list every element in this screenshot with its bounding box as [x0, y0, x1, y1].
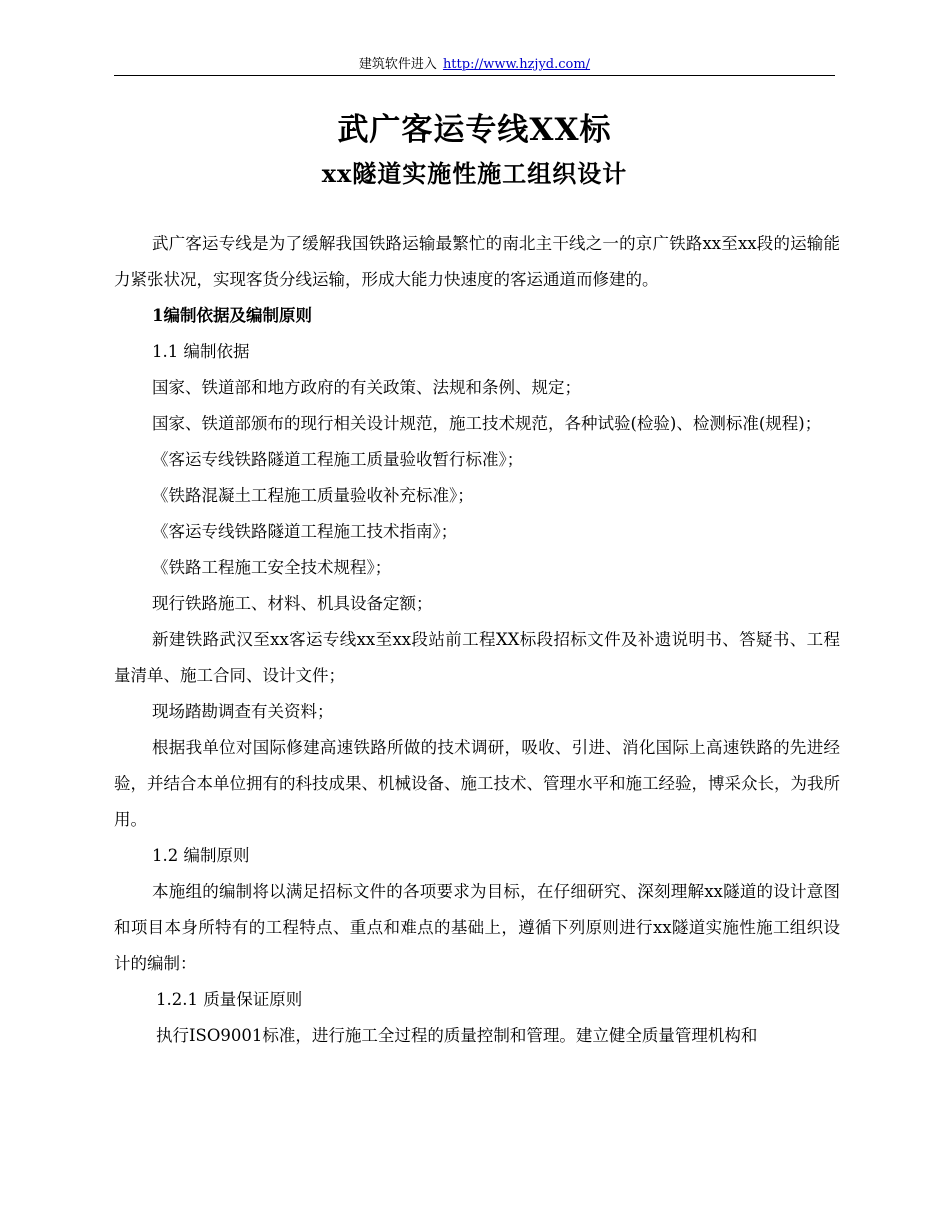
section-heading-1-1: 1.1 编制依据	[152, 342, 250, 361]
page-header	[114, 56, 835, 74]
list-item: 新建铁路武汉至xx客运专线xx至xx段站前工程XX标段招标文件及补遗说明书、答疑书、工程量清单、施工合同、设计文件；	[114, 630, 840, 685]
document-subtitle: xx隧道实施性施工组织设计	[321, 159, 628, 188]
list-item: 根据我单位对国际修建高速铁路所做的技术调研，吸收、引进、消化国际上高速铁路的先进经验，并结合本单位拥有的科技成果、机械设备、施工技术、管理水平和施工经验，博采众长，为我所用。	[114, 738, 840, 829]
list-item: 《客运专线铁路隧道工程施工技术指南》；	[152, 522, 458, 541]
paragraph: 本施组的编制将以满足招标文件的各项要求为目标，在仔细研究、深刻理解xx隧道的设计意图和项目本身所特有的工程特点、重点和难点的基础上，遵循下列原则进行xx隧道实施性施工组织设计的编制：	[114, 882, 840, 973]
list-item: 现行铁路施工、材料、机具设备定额；	[152, 594, 433, 613]
document-title: 武广客运专线XX标	[337, 112, 612, 148]
section-heading-1: 1编制依据及编制原则	[152, 306, 312, 325]
list-item: 《铁路工程施工安全技术规程》；	[152, 558, 392, 577]
section-heading-1-2-1: 1.2.1 质量保证原则	[156, 990, 303, 1009]
document-body	[114, 226, 840, 1054]
section-heading-1-2: 1.2 编制原则	[152, 846, 250, 865]
paragraph-intro: 武广客运专线是为了缓解我国铁路运输最繁忙的南北主干线之一的京广铁路xx至xx段的运输能力紧张状况，实现客货分线运输，形成大能力快速度的客运通道而修建的。	[114, 234, 840, 289]
list-item: 现场踏勘调查有关资料；	[152, 702, 334, 721]
header-divider	[114, 75, 835, 76]
header-text: 建筑软件进入	[358, 57, 437, 72]
header-link[interactable]: http://www.hzjyd.com/	[442, 57, 591, 72]
list-item: 国家、铁道部和地方政府的有关政策、法规和条例、规定；	[152, 378, 581, 397]
list-item: 国家、铁道部颁布的现行相关设计规范，施工技术规范，各种试验(检验)、检测标准(规程)；	[152, 414, 822, 433]
list-item: 《客运专线铁路隧道工程施工质量验收暂行标准》；	[152, 450, 524, 469]
list-item: 《铁路混凝土工程施工质量验收补充标准》；	[152, 486, 474, 505]
paragraph: 执行ISO9001标准，进行施工全过程的质量控制和管理。建立健全质量管理机构和	[156, 1026, 758, 1045]
